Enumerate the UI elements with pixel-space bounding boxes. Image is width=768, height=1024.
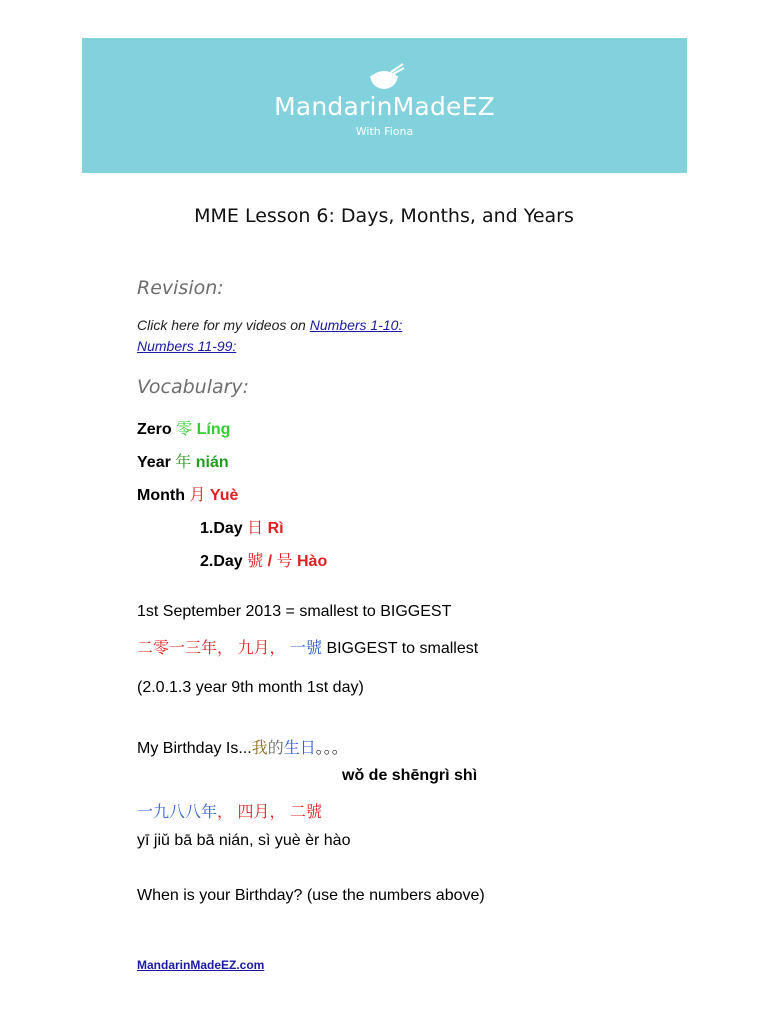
date-order-note: BIGGEST to smallest: [326, 640, 479, 657]
revision-intro-line: [137, 317, 402, 333]
header-banner: [82, 38, 687, 173]
revision-intro-text: Click here for my videos on: [137, 317, 310, 333]
page-title: MME Lesson 6: Days, Months, and Years: [194, 205, 574, 227]
birthday-zh-year: 一九八八年: [137, 802, 218, 821]
date-zh-day: 一號: [289, 638, 322, 657]
birthday-pinyin-phrase: wǒ de shēngrì shì: [342, 767, 478, 784]
vocab-year-en: Year: [137, 454, 171, 471]
birthday-label: My Birthday Is...: [137, 740, 252, 757]
date-zh-comma-1: ，: [217, 638, 234, 657]
vocab-year-pinyin: nián: [195, 454, 229, 471]
vocab-day2-zh-simp: 号: [276, 551, 293, 570]
birthday-dots: 。。。: [315, 738, 348, 757]
vocab-month-en: Month: [137, 487, 185, 504]
birthday-question: When is your Birthday? (use the numbers above): [137, 887, 485, 904]
birthday-zh-de: 的: [267, 738, 284, 757]
vocab-zero-pinyin: Líng: [196, 421, 231, 438]
vocab-month: [137, 482, 238, 505]
birthday-zh-day: 二號: [289, 802, 322, 821]
numbers-1-10-link[interactable]: Numbers 1-10:: [309, 317, 403, 333]
footer-website-link[interactable]: MandarinMadeEZ.com: [137, 958, 265, 972]
vocab-month-pinyin: Yuè: [209, 487, 239, 504]
vocab-year-zh: 年: [175, 452, 192, 471]
vocab-day1-zh: 日: [247, 518, 264, 537]
vocab-day2-en: 2.Day: [200, 553, 243, 570]
revision-heading: Revision:: [137, 277, 224, 299]
vocab-day-2: [200, 548, 327, 571]
date-gloss: (2.0.1.3 year 9th month 1st day): [137, 679, 364, 696]
birthday-zh-comma-1: ，: [217, 802, 234, 821]
birthday-line: [137, 735, 348, 758]
birthday-chinese-date: [137, 799, 322, 822]
vocab-month-zh: 月: [189, 485, 206, 504]
brand-subtitle: With Fiona: [355, 125, 414, 138]
date-zh-month: 九月: [237, 638, 270, 657]
birthday-zh-wo: 我: [251, 738, 268, 757]
birthday-zh-shengri: 生日: [283, 738, 316, 757]
numbers-11-99-link[interactable]: Numbers 11-99:: [137, 338, 237, 354]
birthday-zh-comma-2: ，: [269, 802, 286, 821]
vocab-year: [137, 449, 229, 472]
rice-bowl-chopsticks-icon: [365, 62, 405, 92]
vocab-day2-separator: /: [263, 553, 277, 570]
brand-name: MandarinMadeEZ: [274, 92, 495, 121]
vocab-zero-en: Zero: [137, 421, 172, 438]
vocabulary-heading: Vocabulary:: [137, 376, 250, 398]
birthday-pinyin-date: yī jiǔ bā bā nián, sì yuè èr hào: [137, 832, 351, 849]
date-zh-comma-2: ，: [269, 638, 286, 657]
vocab-zero: [137, 416, 230, 439]
logo: [82, 62, 687, 92]
date-chinese-line: [137, 635, 478, 658]
date-zh-year: 二零一三年: [137, 638, 218, 657]
date-order-line: 1st September 2013 = smallest to BIGGEST: [137, 603, 452, 620]
vocab-day2-zh-trad: 號: [247, 551, 264, 570]
vocab-day1-pinyin: Rì: [267, 520, 284, 537]
vocab-day-1: [200, 515, 284, 538]
birthday-zh-month: 四月: [237, 802, 270, 821]
vocab-zero-zh: 零: [176, 419, 193, 438]
revision-link2-line: [137, 338, 236, 354]
vocab-day1-en: 1.Day: [200, 520, 243, 537]
vocab-day2-pinyin: Hào: [296, 553, 328, 570]
